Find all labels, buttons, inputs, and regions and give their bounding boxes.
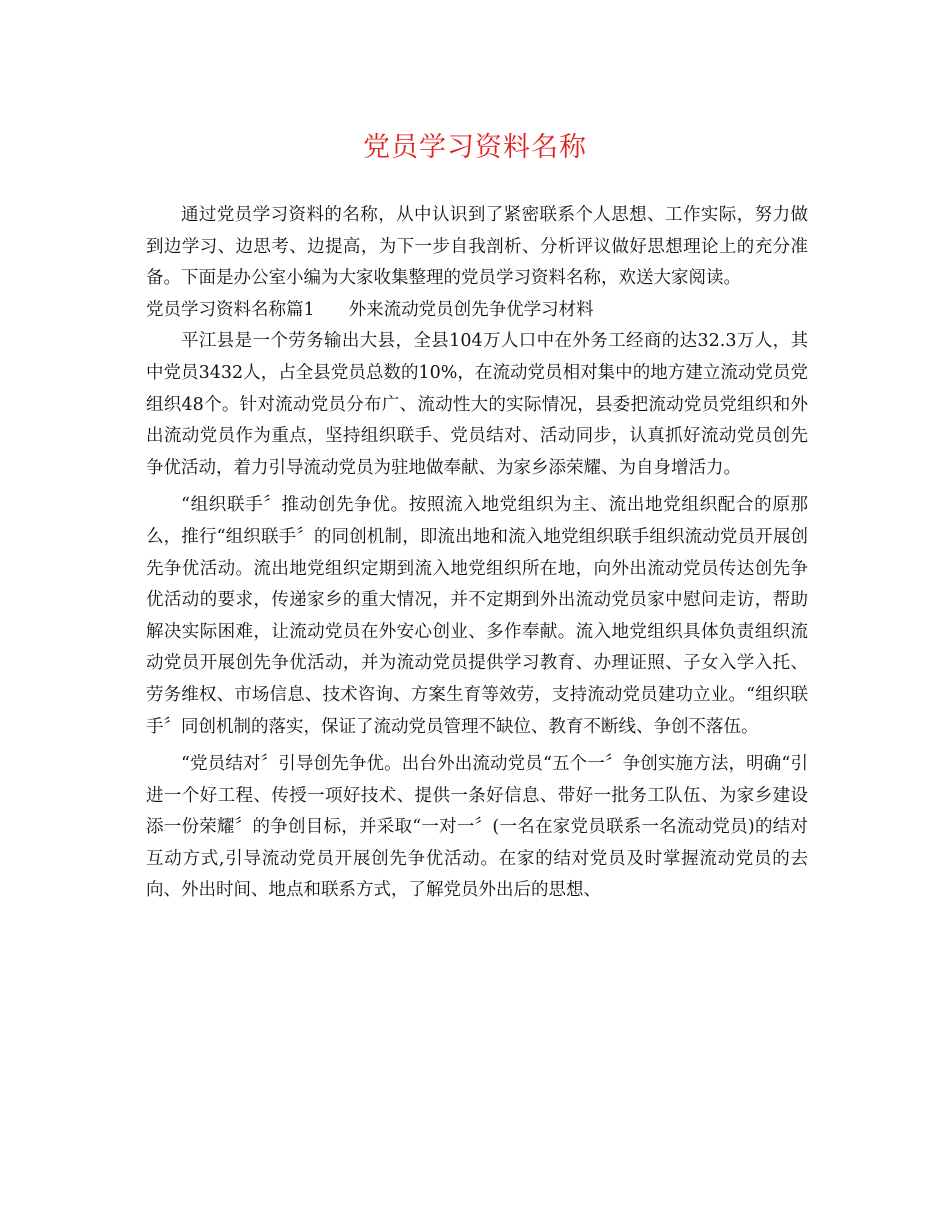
section-label: 党员学习资料名称篇1 (146, 299, 315, 320)
body-paragraph-1: 平江县是一个劳务输出大县，全县104万人口中在外务工经商的达32.3万人，其中党员3432人，占全县党员总数的10%，在流动党员相对集中的地方建立流动党员党组织48个。针对流动党员分布广、流动性大的实际情况，县委把流动党员党组织和外出流动党员作为重点，坚持组织联手、党员结对、活动同步，认真抓好流动党员创先争优活动，着力引导流动党员为驻地做奉献、为家乡添荣耀、为自身增活力。 (146, 331, 808, 478)
document-body (146, 200, 808, 907)
body-paragraph-3: “党员结对〞引导创先争优。出台外出流动党员“五个一〞争创实施方法，明确“引进一个好工程、传授一项好技术、提供一条好信息、带好一批务工队伍、为家乡建设添一份荣耀〞的争创目标，并采取“一对一〞(一名在家党员联系一名流动党员)的结对互动方式,引导流动党员开展创先争优活动。在家的结对党员及时掌握流动党员的去向、外出时间、地点和联系方式，了解党员外出后的思想、 (146, 754, 808, 901)
section-title: 外来流动党员创先争优学习材料 (348, 299, 594, 320)
section-heading (146, 295, 808, 327)
intro-paragraph: 通过党员学习资料的名称，从中认识到了紧密联系个人思想、工作实际，努力做到边学习、边思考、边提高，为下一步自我剖析、分析评议做好思想理论上的充分准备。下面是办公室小编为大家收集整理的党员学习资料名称，欢送大家阅读。 (146, 205, 808, 289)
document-title: 党员学习资料名称 (363, 132, 587, 163)
body-paragraph-2: “组织联手〞推动创先争优。按照流入地党组织为主、流出地党组织配合的原那么，推行“组织联手〞的同创机制，即流出地和流入地党组织联手组织流动党员开展创先争优活动。流出地党组织定期到流入地党组织所在地，向外出流动党员传达创先争优活动的要求，传递家乡的重大情况，并不定期到外出流动党员家中慰问走访，帮助解决实际困难，让流动党员在外安心创业、多作奉献。流入地党组织具体负责组织流动党员开展创先争优活动，并为流动党员提供学习教育、办理证照、子女入学入托、劳务维权、市场信息、技术咨询、方案生育等效劳，支持流动党员建功立业。“组织联手〞同创机制的落实，保证了流动党员管理不缺位、教育不断线、争创不落伍。 (146, 495, 808, 737)
